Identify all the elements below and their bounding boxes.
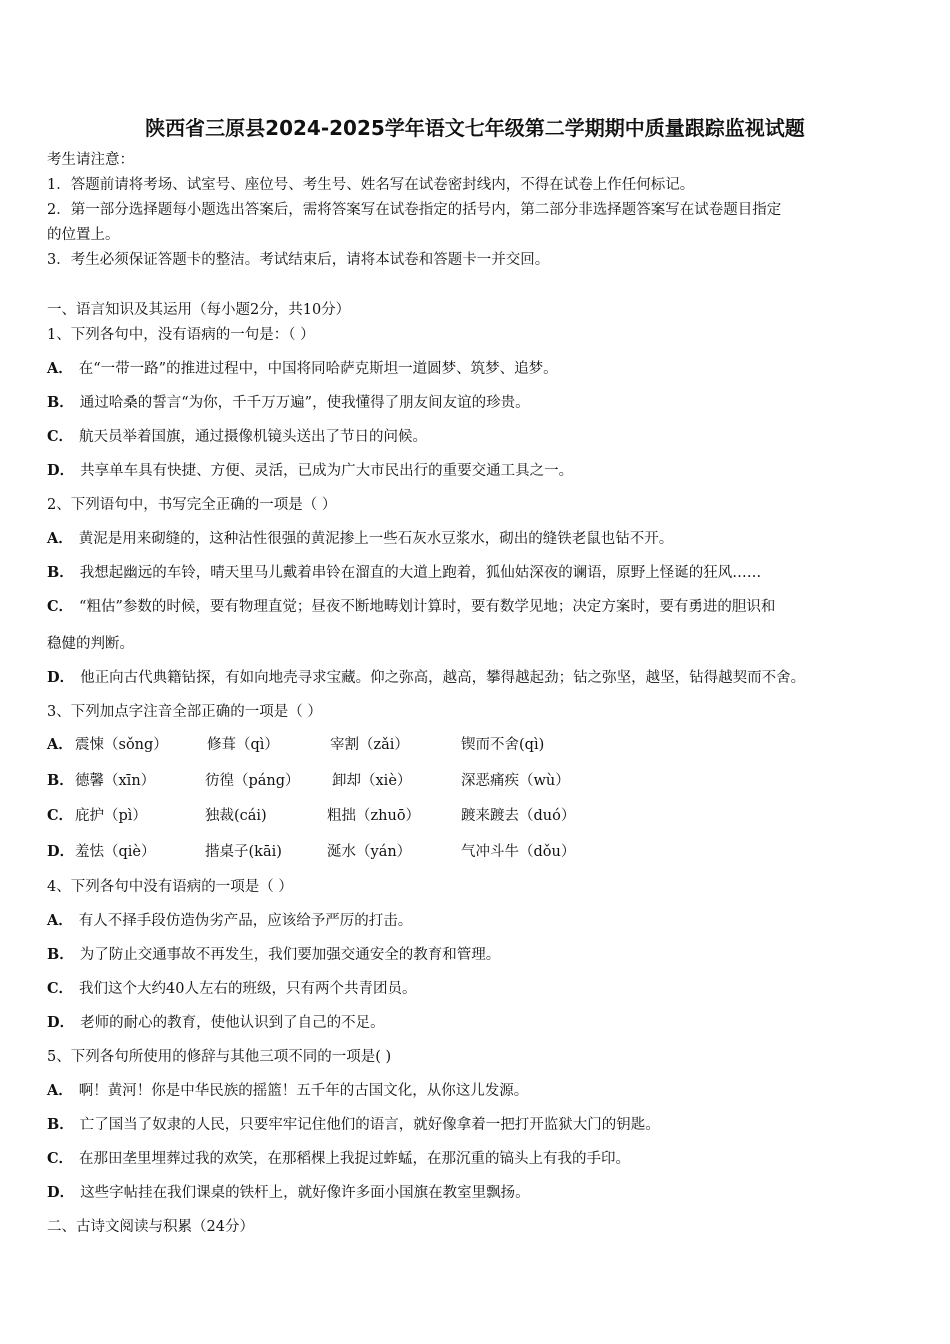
option-letter-a <box>47 735 73 755</box>
pinyin-item: 修葺（qì） <box>207 737 279 753</box>
option-c <box>47 1149 630 1169</box>
notice-item: 的位置上。 <box>47 227 120 243</box>
option-a <box>47 529 673 549</box>
option-text: 在那田垄里埋葬过我的欢笑，在那稻棵上我捉过蚱蜢，在那沉重的镐头上有我的手印。 <box>79 1151 631 1167</box>
option-letter: B． <box>47 772 74 789</box>
option-c <box>47 979 417 999</box>
notice-item: 1．答题前请将考场、试室号、座位号、考生号、姓名写在试卷密封线内，不得在试卷上作任何标记。 <box>47 177 695 193</box>
pinyin-item: 揩桌子(kāi) <box>205 844 282 860</box>
option-letter: B． <box>47 394 74 411</box>
pinyin-item: 气冲斗牛（dǒu） <box>461 844 576 860</box>
option-letter: B． <box>47 946 74 963</box>
question-stem: 3、下列加点字注音全部正确的一项是（ ） <box>47 704 322 720</box>
option-letter: C． <box>47 807 74 824</box>
option-letter-b <box>47 771 74 791</box>
option-d <box>47 461 573 481</box>
option-text: 航天员举着国旗，通过摄像机镜头送出了节日的问候。 <box>79 429 428 445</box>
option-text: 在“一带一路”的推进过程中，中国将同哈萨克斯坦一道圆梦、筑梦、追梦。 <box>78 361 558 377</box>
option-text: 我们这个大约40人左右的班级，只有两个共青团员。 <box>79 981 417 997</box>
option-letter: A． <box>47 912 73 929</box>
option-letter: A． <box>47 736 73 753</box>
page-title: 陕西省三原县2024-2025学年语文七年级第二学期期中质量跟踪监视试题 <box>145 116 805 140</box>
pinyin-item: 踱来踱去（duó） <box>461 808 576 824</box>
pinyin-item: 涎水（yán） <box>327 844 412 860</box>
option-a <box>47 359 558 379</box>
notice-heading: 考生请注意： <box>47 152 134 168</box>
option-letter: A． <box>47 1082 73 1099</box>
option-text: 我想起幽远的车铃，晴天里马儿戴着串铃在溜直的大道上跑着，狐仙姑深夜的谰语，原野上怪诞的狂风…… <box>79 565 762 581</box>
option-c <box>47 597 775 617</box>
notice-item: 3．考生必须保证答题卡的整洁。考试结束后，请将本试卷和答题卡一并交回。 <box>47 252 550 268</box>
option-letter: D． <box>47 669 75 686</box>
option-letter: C． <box>47 428 74 445</box>
option-letter: C． <box>47 1150 74 1167</box>
question-stem: 5、下列各句所使用的修辞与其他三项不同的一项是( ) <box>47 1049 392 1065</box>
option-text: 这些字帖挂在我们课桌的铁杆上，就好像许多面小国旗在教室里飘扬。 <box>80 1185 530 1201</box>
pinyin-item: 深恶痛疾（wù） <box>461 773 570 789</box>
option-text: 老师的耐心的教育，使他认识到了自己的不足。 <box>80 1015 385 1031</box>
option-letter: D． <box>47 1184 75 1201</box>
option-letter: D． <box>47 843 75 860</box>
pinyin-item: 震悚（sǒng） <box>75 737 168 753</box>
option-a <box>47 911 412 931</box>
option-c-continued: 稳健的判断。 <box>47 636 134 652</box>
option-letter: B． <box>47 564 74 581</box>
option-letter-d <box>47 842 74 862</box>
option-b <box>47 393 530 413</box>
option-letter: B． <box>47 1116 74 1133</box>
question-stem: 4、下列各句中没有语病的一项是（ ） <box>47 879 293 895</box>
option-letter: D． <box>47 462 75 479</box>
section-heading: 二、古诗文阅读与积累（24分） <box>47 1219 254 1235</box>
section-heading: 一、语言知识及其运用（每小题2分，共10分） <box>47 302 351 318</box>
pinyin-item: 锲而不舍(qì) <box>461 737 545 753</box>
pinyin-item: 卸却（xiè） <box>332 773 412 789</box>
option-text: 他正向古代典籍钻探，有如向地壳寻求宝藏。仰之弥高，越高，攀得越起劲；钻之弥坚，越坚，钻得越契而不舍。 <box>80 670 806 686</box>
pinyin-item: 独裁(cái) <box>205 808 267 824</box>
option-b <box>47 1115 660 1135</box>
option-letter: C． <box>47 980 74 997</box>
question-stem: 2、下列语句中，书写完全正确的一项是（ ） <box>47 497 337 513</box>
option-b <box>47 563 761 583</box>
question-stem: 1、下列各句中，没有语病的一句是：（ ） <box>47 327 315 343</box>
option-text: “粗估”参数的时候，要有物理直觉；昼夜不断地畴划计算时，要有数学见地；决定方案时，要有勇进的胆识和 <box>79 599 776 615</box>
pinyin-item: 羞怯（qiè） <box>75 844 156 860</box>
option-text: 亡了国当了奴隶的人民，只要牢牢记住他们的语言，就好像拿着一把打开监狱大门的钥匙。 <box>79 1117 660 1133</box>
option-c <box>47 427 427 447</box>
option-letter: C． <box>47 598 74 615</box>
option-letter: D． <box>47 1014 75 1031</box>
option-text: 有人不择手段仿造伪劣产品，应该给予严厉的打击。 <box>78 913 413 929</box>
option-d <box>47 1183 530 1203</box>
option-text: 黄泥是用来砌缝的，这种沾性很强的黄泥掺上一些石灰水豆浆水，砌出的缝铁老鼠也钻不开。 <box>78 531 674 547</box>
option-d <box>47 1013 385 1033</box>
option-letter-c <box>47 806 73 826</box>
option-letter: A． <box>47 360 73 377</box>
option-d <box>47 668 805 688</box>
option-b <box>47 945 500 965</box>
pinyin-item: 宰割（zǎi） <box>330 737 409 753</box>
pinyin-item: 德馨（xīn） <box>75 773 156 789</box>
pinyin-item: 粗拙（zhuō） <box>327 808 421 824</box>
option-text: 通过哈桑的誓言“为你，千千万万遍”，使我懂得了朋友间友谊的珍贵。 <box>79 395 530 411</box>
pinyin-item: 彷徨（páng） <box>205 773 300 789</box>
option-a <box>47 1081 528 1101</box>
notice-item: 2．第一部分选择题每小题选出答案后，需将答案写在试卷指定的括号内，第二部分非选择题答案写在试卷题目指定 <box>47 202 782 218</box>
option-text: 共享单车具有快捷、方便、灵活，已成为广大市民出行的重要交通工具之一。 <box>80 463 574 479</box>
option-letter: A． <box>47 530 73 547</box>
option-text: 为了防止交通事故不再发生，我们要加强交通安全的教育和管理。 <box>79 947 501 963</box>
pinyin-item: 庇护（pì） <box>75 808 147 824</box>
option-text: 啊！黄河！你是中华民族的摇篮！五千年的古国文化，从你这儿发源。 <box>78 1083 529 1099</box>
